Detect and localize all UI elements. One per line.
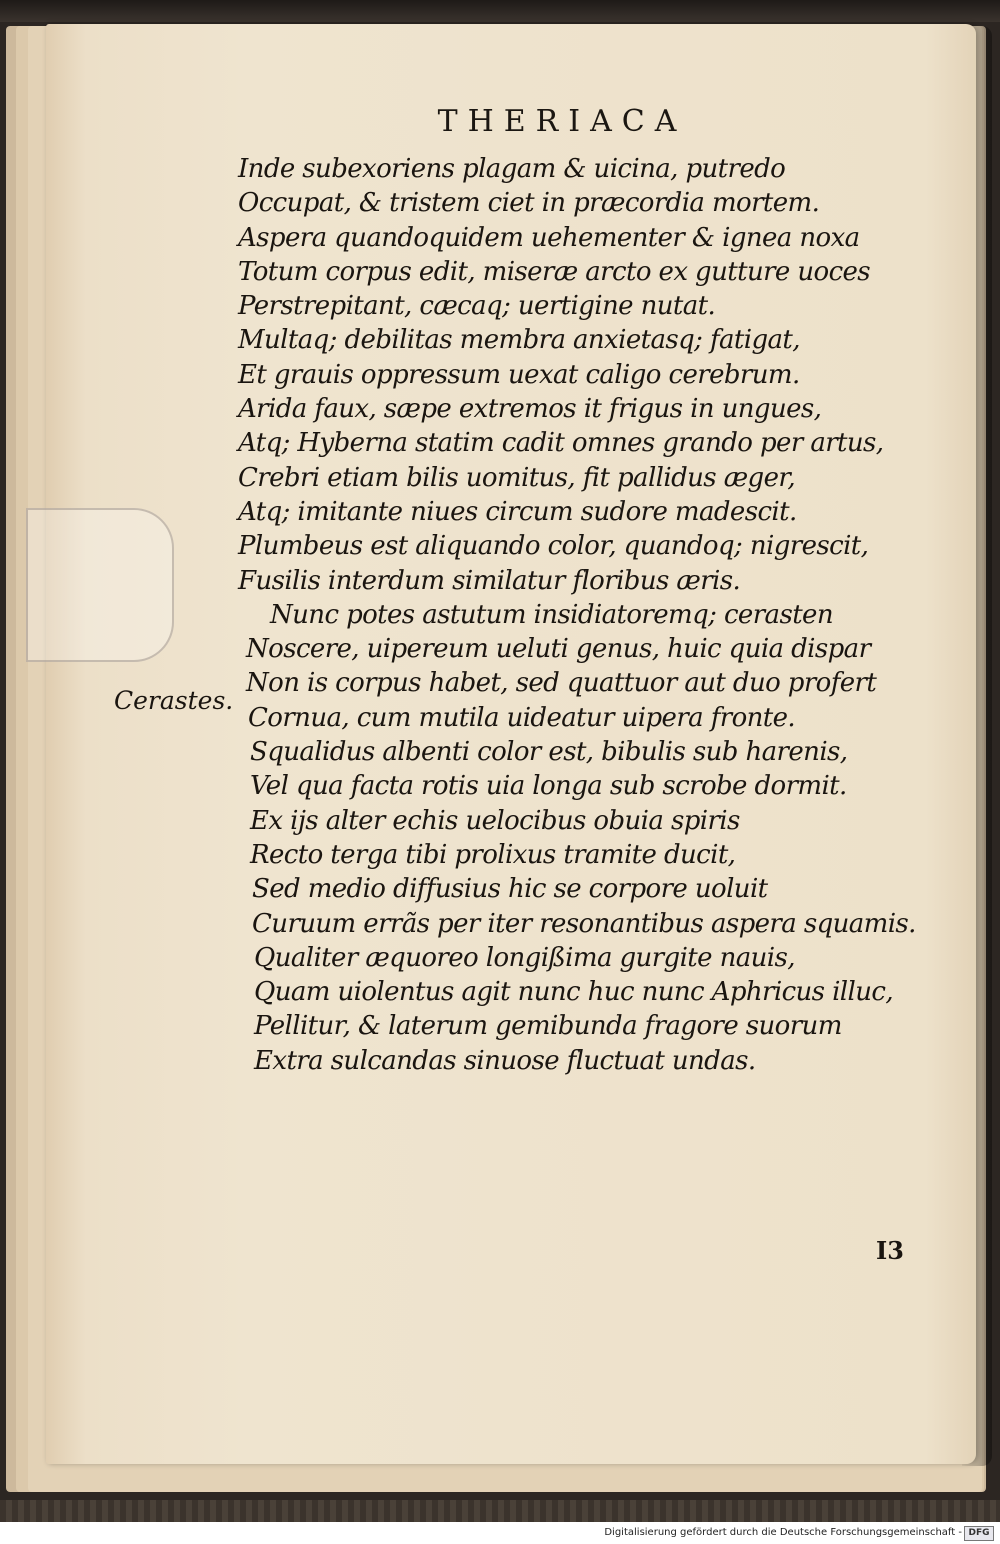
verse-line: Cornua, cum mutila uideatur uipera fronte. [248,702,796,733]
verse-line: Et grauis oppressum uexat caligo cerebrum. [238,359,800,390]
verse-line: Ex ijs alter echis uelocibus obuia spiris [250,805,740,836]
verse-line: Vel qua facta rotis uia longa sub scrobe dormit. [250,771,847,802]
verse-line: Sed medio diffusius hic se corpore uoluit [252,874,768,905]
scan-background-top [0,0,1000,22]
verse-line: Fusilis interdum similatur floribus æris. [238,565,741,596]
verse-line: Pellitur, & laterum gemibunda fragore suorum [254,1011,842,1042]
page-clip [26,508,174,662]
verse-line: Extra sulcandas sinuose fluctuat undas. [254,1045,756,1076]
verse-line: Arida faux, sæpe extremos it frigus in ungues, [238,394,822,425]
running-head: THERIACA [437,104,687,139]
margin-note: Cerastes. [114,686,234,715]
verse-line: Quam uiolentus agit nunc huc nunc Aphricus illuc, [254,977,893,1008]
verse-line: Qualiter æquoreo longißima gurgite nauis, [254,942,795,973]
footer-credit: Digitalisierung gefördert durch die Deutsche Forschungsgemeinschaft - [604,1527,962,1538]
verse-line: Nunc potes astutum insidiatoremq; cerasten [270,599,833,630]
verse-line: Noscere, uipereum ueluti genus, huic quia dispar [246,634,871,665]
verse-line: Curuum errãs per iter resonantibus aspera squamis. [252,908,916,939]
verse-line: Crebri etiam bilis uomitus, fit pallidus æger, [238,462,796,493]
verse-line: Inde subexoriens plagam & uicina, putredo [238,154,786,184]
scan-background-bottom [0,1500,1000,1522]
verse-line: Recto terga tibi prolixus tramite ducit, [250,839,736,870]
verse-text [238,152,916,1078]
verse-line: Squalidus albenti color est, bibulis sub harenis, [250,737,848,768]
dfg-logo: DFG [964,1526,994,1541]
verse-line: Atq; imitante niues circum sudore madescit. [238,496,797,527]
verse-line: Multaq; debilitas membra anxietasq; fatigat, [238,325,800,356]
verse-line: Totum corpus edit, miseræ arcto ex gutture uoces [238,256,871,287]
signature-mark: I3 [876,1236,904,1265]
verse-line: Atq; Hyberna statim cadit omnes grando per artus, [238,428,884,459]
verse-line: Perstrepitant, cæcaq; uertigine nutat. [238,291,716,322]
verse-line: Non is corpus habet, sed quattuor aut duo profert [246,668,877,699]
verse-line: Plumbeus est aliquando color, quandoq; nigrescit, [238,531,869,562]
verse-line: Aspera quandoquidem uehementer & ignea noxa [238,222,860,253]
verse-line: Occupat, & tristem ciet in præcordia mortem. [238,188,820,219]
